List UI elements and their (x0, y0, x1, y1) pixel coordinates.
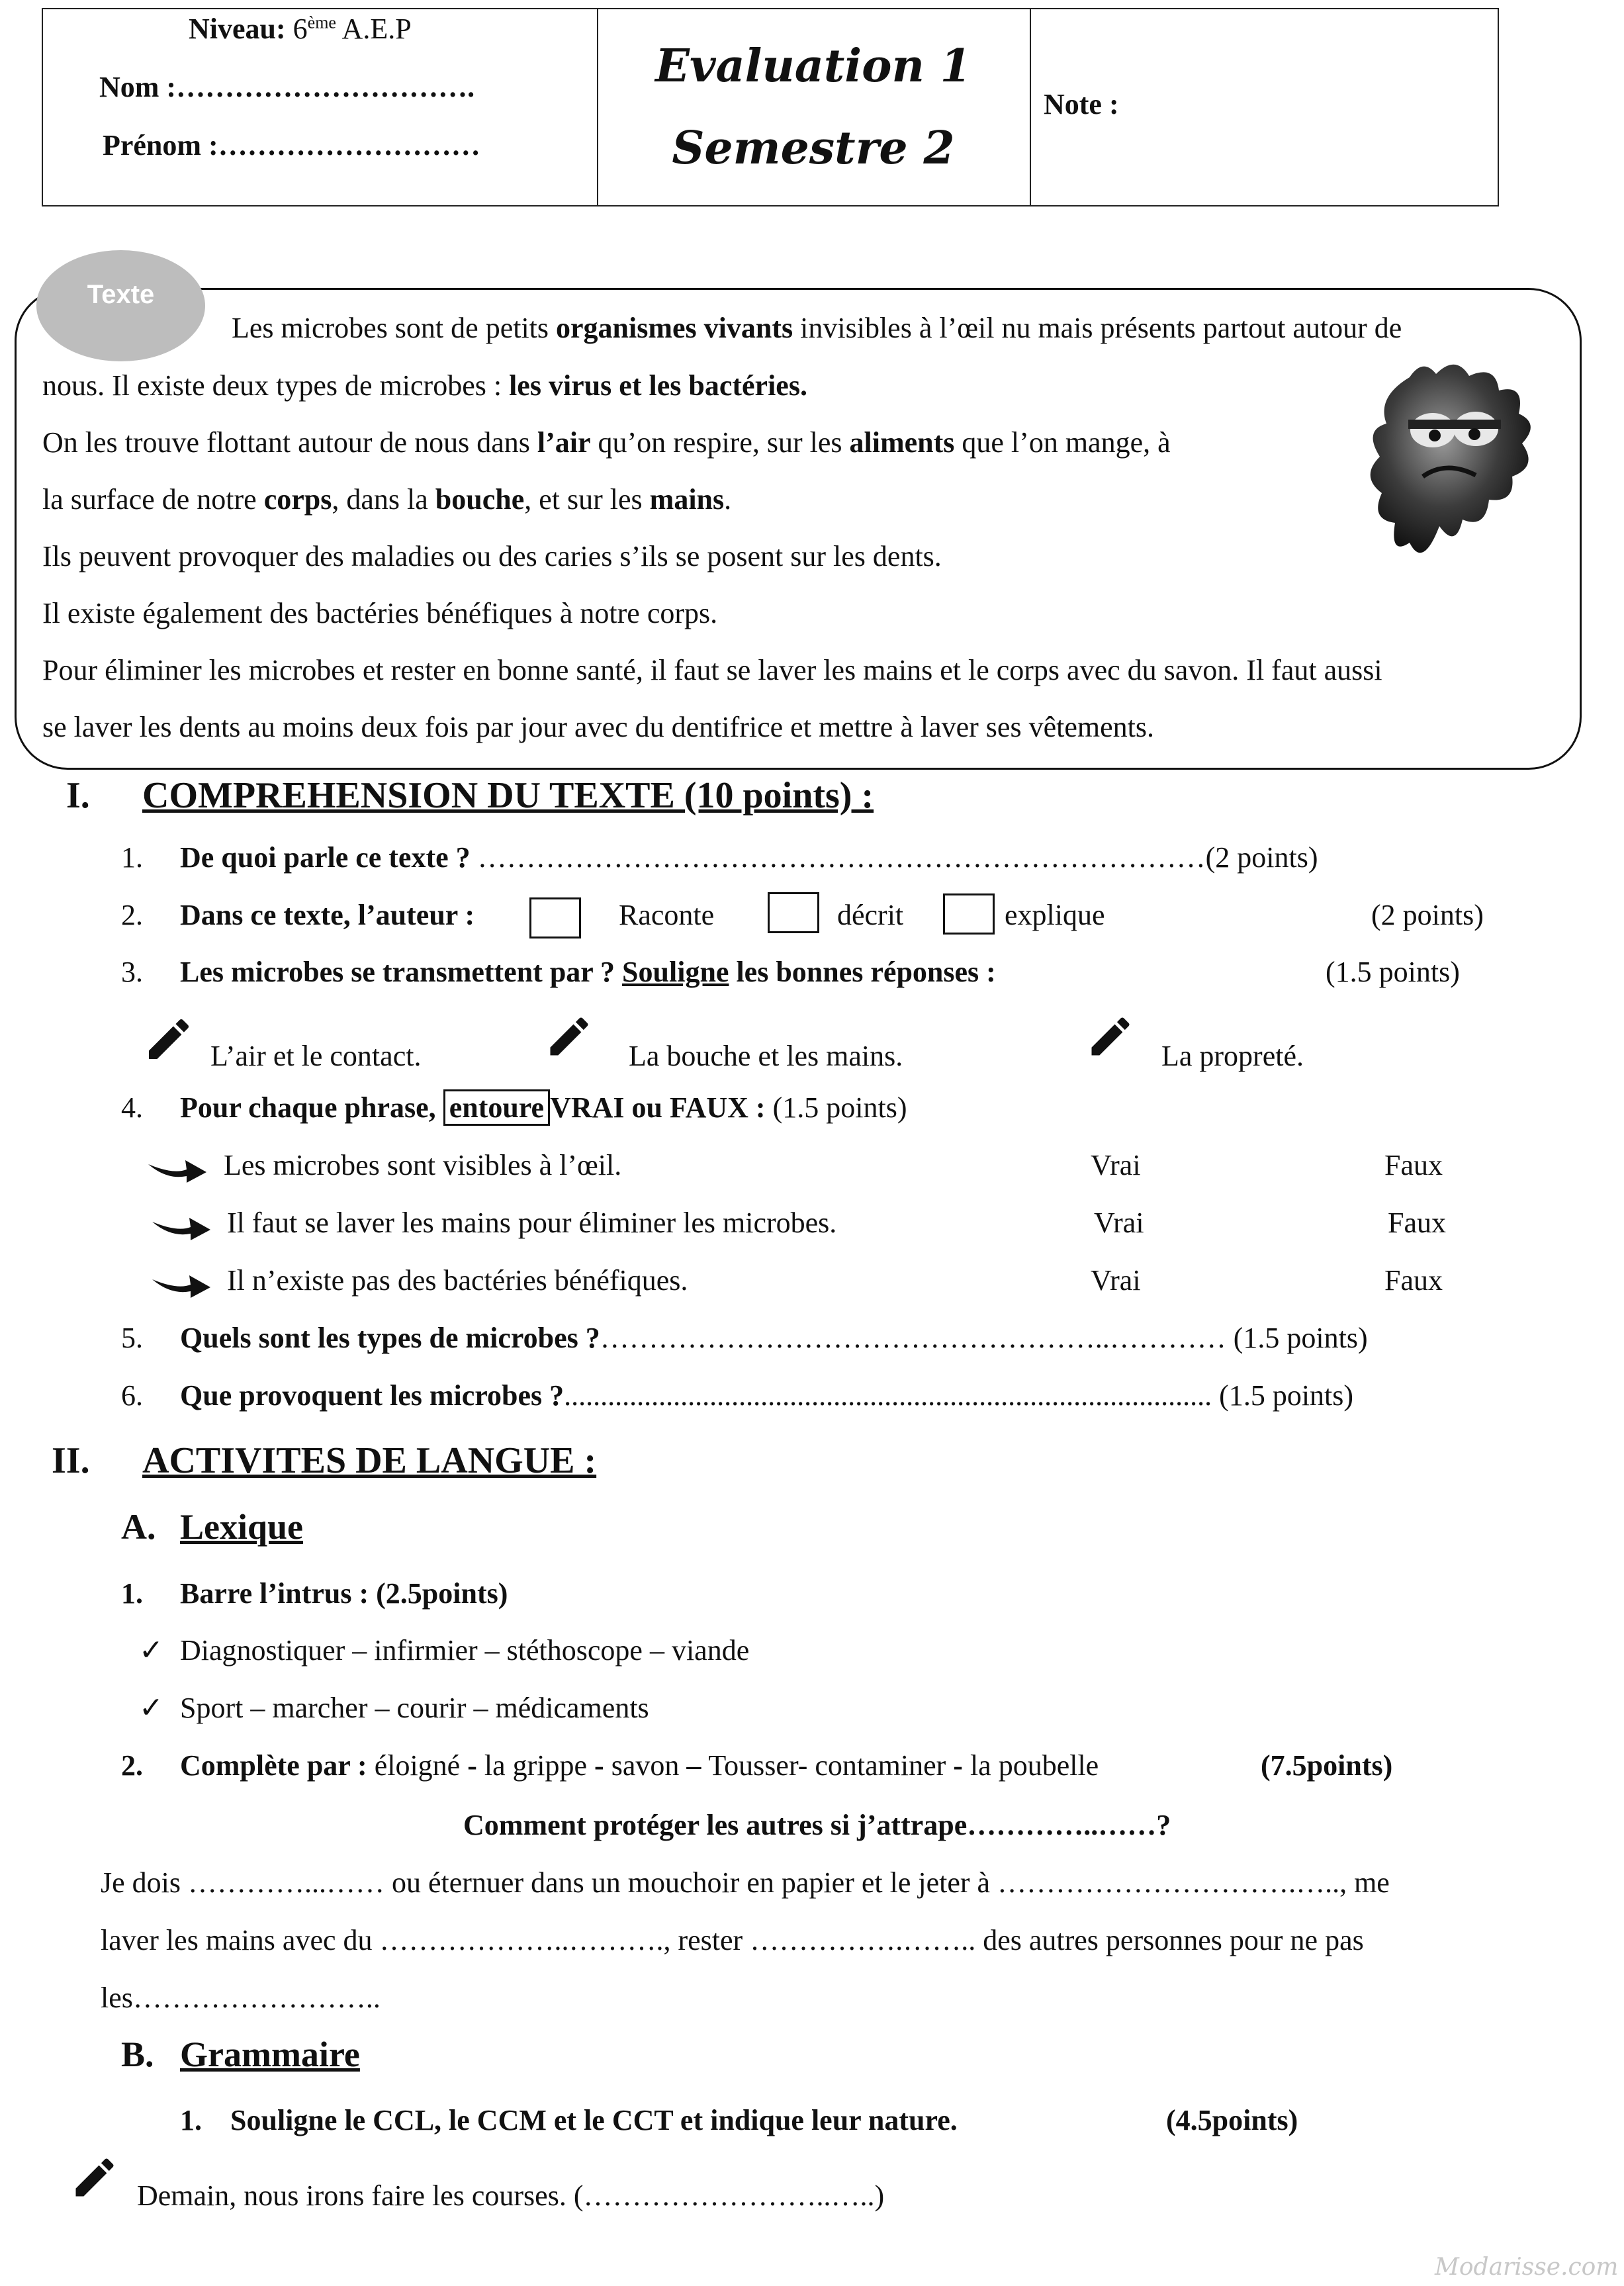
text-line-2: nous. Il existe deux types de microbes : les virus et les bactéries. (42, 369, 807, 402)
text-line-8: se laver les dents au moins deux fois par jour avec du dentifrice et mettre à laver ses vêtements. (42, 711, 1154, 743)
a2-paragraph-line-3[interactable]: les…………………….. (101, 1982, 381, 2014)
pencil-icon (544, 1011, 594, 1062)
section-1-title: COMPREHENSION DU TEXTE (10 points) : (142, 775, 874, 816)
checkmark-icon: ✓ (139, 1692, 163, 1724)
text-line-7: Pour éliminer les microbes et rester en bonne santé, il faut se laver les mains et le corps avec du savon. Il faut aussi (42, 654, 1382, 686)
a2-number: 2. (121, 1749, 143, 1782)
texte-badge: Texte (36, 250, 205, 361)
a2-question: Comment protéger les autres si j’attrape…………..……? (463, 1809, 1171, 1841)
q2-points: (2 points) (1371, 899, 1484, 931)
title-cell (597, 9, 1031, 205)
checkbox-decrit[interactable] (768, 892, 819, 933)
text-line-4: la surface de notre corps, dans la bouche, et sur les mains. (42, 483, 732, 516)
a1-item-2[interactable]: Sport – marcher – courir – médicaments (180, 1692, 649, 1724)
q3-option-2[interactable]: La bouche et les mains. (629, 1040, 903, 1072)
q3-option-1[interactable]: L’air et le contact. (210, 1040, 422, 1072)
b1-sentence[interactable]: Demain, nous irons faire les courses. (……………………..…..) (137, 2179, 885, 2212)
text-line-3: On les trouve flottant autour de nous dans l’air qu’on respire, sur les aliments que l’on mange, à (42, 426, 1171, 459)
subsection-a-number: A. (121, 1507, 156, 1547)
semestre-title: Semestre 2 (672, 122, 955, 175)
text-line-6: Il existe également des bactéries bénéfiques à notre corps. (42, 597, 718, 629)
q4-row-2-text: Il faut se laver les mains pour éliminer les microbes. (227, 1207, 837, 1239)
arrow-icon (147, 1155, 208, 1184)
text-frame (15, 288, 1582, 770)
a2-paragraph-line-2[interactable]: laver les mains avec du ………………..………., rester …………….…….. des autres personnes pour ne pas (101, 1924, 1364, 1956)
q4-row-2-faux[interactable]: Faux (1388, 1207, 1446, 1239)
student-info-cell (43, 9, 598, 205)
q1-number: 1. (121, 841, 143, 874)
a2-label: Complète par : éloigné - la grippe - savon – Tousser- contaminer - la poubelle (180, 1749, 1099, 1782)
q4-row-3-faux[interactable]: Faux (1384, 1264, 1443, 1297)
arrow-icon (151, 1212, 212, 1242)
q4-row-1-text: Les microbes sont visibles à l’œil. (224, 1149, 622, 1181)
q4-number: 4. (121, 1091, 143, 1124)
a1-label: Barre l’intrus : (2.5points) (180, 1577, 508, 1610)
section-2-number: II. (52, 1440, 90, 1481)
q3-points: (1.5 points) (1326, 956, 1460, 988)
b1-number: 1. (180, 2104, 202, 2136)
niveau-value: 6ème A.E.P (293, 13, 412, 45)
q4-row-1-vrai[interactable]: Vrai (1091, 1149, 1141, 1181)
b1-label: Souligne le CCL, le CCM et le CCT et indique leur nature. (230, 2104, 958, 2136)
q2-label: Dans ce texte, l’auteur : (180, 899, 475, 931)
q4-row-3-text: Il n’existe pas des bactéries bénéfiques. (227, 1264, 688, 1297)
note-field[interactable]: Note : (1044, 88, 1119, 120)
q5[interactable]: Quels sont les types de microbes ?……………………………………………..………… (1.5 points) (180, 1322, 1368, 1354)
subsection-b-title: Grammaire (180, 2035, 360, 2074)
pencil-icon (1085, 1011, 1136, 1062)
prenom-field[interactable]: Prénom :……………………… (103, 129, 480, 161)
nom-field[interactable]: Nom :…………………………. (99, 71, 475, 103)
pencil-icon (142, 1013, 195, 1066)
checkbox-explique[interactable] (943, 893, 995, 935)
niveau-line (189, 12, 412, 47)
q4-row-2-vrai[interactable]: Vrai (1094, 1207, 1144, 1239)
q5-number: 5. (121, 1322, 143, 1354)
option-decrit: décrit (837, 899, 904, 931)
a2-paragraph-line-1[interactable]: Je dois …………...…… ou éternuer dans un mouchoir en papier et le jeter à ………………………….….., me (101, 1866, 1390, 1899)
subsection-b-number: B. (121, 2035, 154, 2074)
checkmark-icon: ✓ (139, 1634, 163, 1667)
evaluation-title: Evaluation 1 (655, 40, 971, 93)
q4-label: Pour chaque phrase, entoure VRAI ou FAUX : (1.5 points) (180, 1091, 907, 1126)
q2-number: 2. (121, 899, 143, 931)
q1[interactable]: De quoi parle ce texte ? …………………………………………………………………(2 points) (180, 841, 1318, 874)
q4-row-3-vrai[interactable]: Vrai (1091, 1264, 1141, 1297)
a1-item-1[interactable]: Diagnostiquer – infirmier – stéthoscope – viande (180, 1634, 750, 1667)
subsection-a-title: Lexique (180, 1507, 304, 1547)
text-line-5: Ils peuvent provoquer des maladies ou des caries s’ils se posent sur les dents. (42, 540, 942, 572)
b1-points: (4.5points) (1166, 2104, 1298, 2136)
header-table (42, 8, 1499, 206)
a2-points: (7.5points) (1261, 1749, 1393, 1782)
microbe-icon (1363, 351, 1542, 579)
arrow-icon (151, 1270, 212, 1299)
section-1-number: I. (66, 775, 90, 816)
q3-number: 3. (121, 956, 143, 988)
q6-number: 6. (121, 1379, 143, 1412)
q6[interactable]: Que provoquent les microbes ?......................................................................................... (1.5 points) (180, 1379, 1354, 1412)
q4-row-1-faux[interactable]: Faux (1384, 1149, 1443, 1181)
option-raconte: Raconte (619, 899, 715, 931)
section-2-title: ACTIVITES DE LANGUE : (142, 1440, 597, 1481)
niveau-label: Niveau: (189, 13, 286, 45)
q3-option-3[interactable]: La propreté. (1161, 1040, 1304, 1072)
watermark: Modarisse.com (1435, 2254, 1619, 2281)
q3-label: Les microbes se transmettent par ? Souligne les bonnes réponses : (180, 956, 996, 988)
option-explique: explique (1005, 899, 1105, 931)
text-line-1: Les microbes sont de petits organismes vivants invisibles à l’œil nu mais présents partout autour de (232, 312, 1402, 344)
checkbox-raconte[interactable] (529, 897, 581, 938)
a1-number: 1. (121, 1577, 143, 1610)
pencil-icon (69, 2152, 120, 2203)
